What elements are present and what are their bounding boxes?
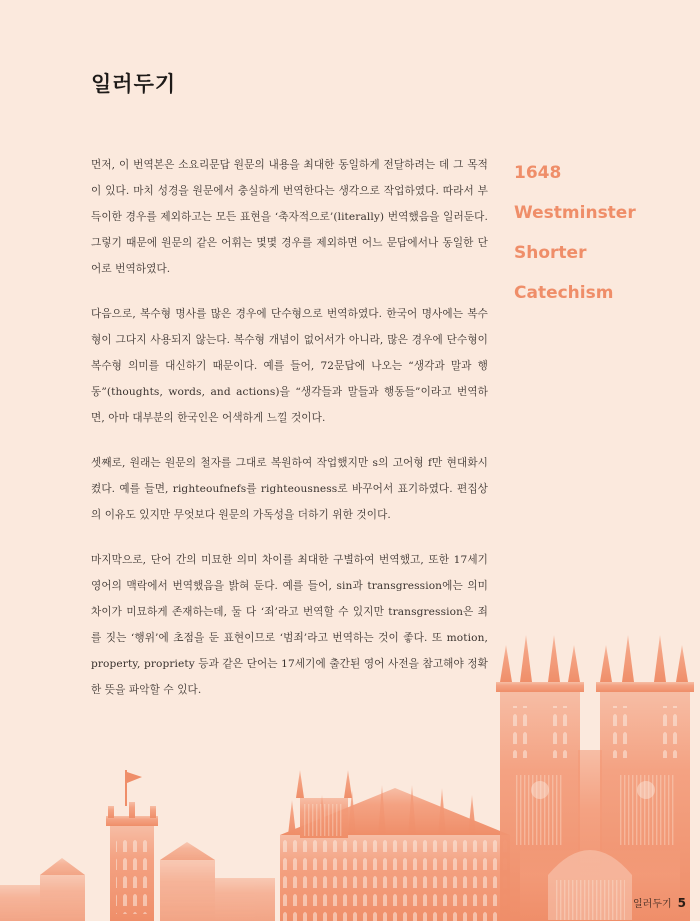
footer-section-title: 일러두기: [633, 899, 672, 910]
paragraph-1: 먼저, 이 번역본은 소요리문답 원문의 내용을 최대한 동일하게 전달하려는 데 그 목적이 있다. 마치 성경을 원문에서 충실하게 번역한다는 생각으로 작업하였다. 따라서 부득이한 경우를 제외하고는 모든 표현을 ‘축자적으로’(literally) 번역했음을 일러둔다. 그렇기 때문에 원문의 같은 어휘는 몇몇 경우를 제외하면 어느 문답에서나 동일한 단어로 번역하였다.: [91, 159, 488, 275]
side-title-line-3: Shorter: [514, 243, 587, 263]
side-title-line-4: Catechism: [514, 283, 614, 303]
westminster-abbey-illustration: [0, 620, 700, 921]
page-number: 5: [677, 896, 686, 910]
paragraph-3: 셋째로, 원래는 원문의 철자를 그대로 복원하여 작업했지만 s의 고어형 f만 현대화시켰다. 예를 들면, righteoufnefs를 righteousness로 바꾸어서 표기하였다. 편집상의 이유도 있지만 무엇보다 원문의 가독성을 더하기 위한 것이다.: [91, 457, 488, 521]
side-title: [514, 153, 674, 313]
page-title: 일러두기: [91, 72, 177, 96]
paragraph-4: 마지막으로, 단어 간의 미묘한 의미 차이를 최대한 구별하여 번역했고, 또한 17세기 영어의 맥락에서 번역했음을 밝혀 둔다. 예를 들어, sin과 transgression에는 의미 차이가 미묘하게 존재하는데, 둘 다 ‘죄’라고 번역할 수 있지만 transgression은 죄를 짓는 ‘행위’에 초점을 둔 표현이므로 ‘범죄’라고 번역하는 것이 좋다. 또 motion, property, propriety 등과 같은 단어는 17세기에 출간된 영어 사전을 참고해야 정확한 뜻을 파악할 수 있다.: [91, 554, 488, 696]
paragraph-2: 다음으로, 복수형 명사를 많은 경우에 단수형으로 번역하였다. 한국어 명사에는 복수형이 그다지 사용되지 않는다. 복수형 개념이 없어서가 아니라, 많은 경우에 단수형이 복수형 의미를 대신하기 때문이다. 예를 들어, 72문답에 나오는 “생각과 말과 행동”(thoughts, words, and actions)을 “생각들과 말들과 행동들”이라고 번역하면, 아마 대부분의 한국인은 어색하게 느낄 것이다.: [91, 308, 488, 424]
page-footer: [633, 895, 686, 910]
side-title-line-2: Westminster: [514, 203, 636, 223]
side-title-year: 1648: [514, 163, 562, 183]
